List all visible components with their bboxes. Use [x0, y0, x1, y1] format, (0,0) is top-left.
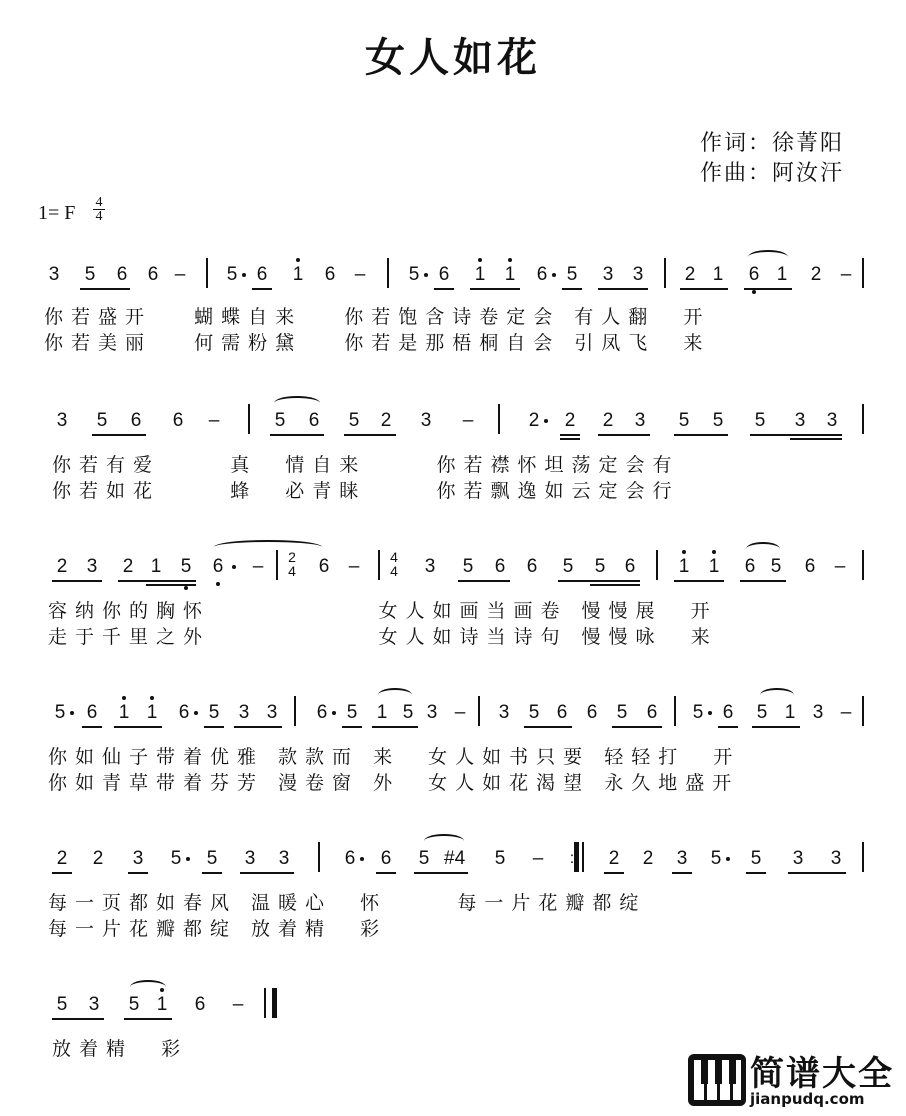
barline: [387, 258, 389, 288]
note: 3: [88, 994, 100, 1015]
note: 5: [756, 702, 768, 723]
beam: [80, 288, 130, 290]
note: 6: [318, 556, 330, 577]
note: 5: [750, 848, 762, 869]
note: 6: [494, 556, 506, 577]
beam: [372, 726, 418, 728]
note: 3: [826, 410, 838, 431]
beam: [590, 584, 640, 586]
note: 3: [794, 410, 806, 431]
lyric-verse-1: 你若盛开 蝴蝶自来 你若饱含诗卷定会 有人翻 开: [44, 306, 711, 328]
note: 5: [226, 264, 238, 285]
note: 1: [474, 264, 486, 285]
tie: [378, 688, 412, 702]
note: 5: [402, 702, 414, 723]
note: 2: [810, 264, 822, 285]
note: 6: [526, 556, 538, 577]
dot: [712, 550, 716, 554]
lyric-verse-1: 容纳你的胸怀 女人如画当画卷 慢慢展 开: [48, 600, 718, 622]
note: 6: [744, 556, 756, 577]
beam: [124, 1018, 172, 1020]
logo-url: jianpudq.com: [750, 1090, 865, 1108]
lyric-verse-1: 你若有爱 真 情自来 你若襟怀坦荡定会有: [52, 454, 680, 476]
note: 6: [324, 264, 336, 285]
note: –: [208, 410, 220, 431]
final-barline: [272, 988, 277, 1018]
dot: [726, 857, 730, 861]
lyric-verse-2: 每一片花瓣都绽 放着精 彩: [48, 918, 388, 940]
note: –: [174, 264, 186, 285]
dot: [122, 696, 126, 700]
beam: [128, 872, 148, 874]
beam: [598, 434, 650, 436]
beam: [744, 288, 792, 290]
note: 3: [48, 264, 60, 285]
dot: [708, 711, 712, 715]
tie: [746, 542, 780, 556]
beam: [674, 580, 724, 582]
beam: [718, 726, 738, 728]
note: 3: [676, 848, 688, 869]
note: 6: [116, 264, 128, 285]
note: 3: [56, 410, 68, 431]
time-signature-top: 4: [95, 195, 103, 210]
composer-credit: 作曲：阿汝汗: [700, 161, 845, 186]
time-signature: [93, 196, 105, 223]
beam: [52, 1018, 104, 1020]
note: 1: [776, 264, 788, 285]
barline: [498, 404, 500, 434]
tie: [424, 834, 464, 848]
note: 6: [344, 848, 356, 869]
note: 6: [256, 264, 268, 285]
beam: [562, 288, 582, 290]
note: 2: [564, 410, 576, 431]
barline: [318, 842, 320, 872]
note: 5: [594, 556, 606, 577]
dot: [160, 988, 164, 992]
dot: [544, 419, 548, 423]
note: 6: [130, 410, 142, 431]
note: 1: [708, 556, 720, 577]
beam: [376, 872, 396, 874]
note: 3: [244, 848, 256, 869]
note: 5: [96, 410, 108, 431]
beam: [52, 872, 72, 874]
beam: [746, 872, 766, 874]
note: 6: [804, 556, 816, 577]
barline: [862, 404, 864, 434]
dot: [552, 273, 556, 277]
note: 5: [170, 848, 182, 869]
beam: [252, 288, 272, 290]
beam: [750, 434, 842, 436]
note: 3: [424, 556, 436, 577]
barline: [206, 258, 208, 288]
note: 2: [642, 848, 654, 869]
note: 2: [92, 848, 104, 869]
beam: [790, 438, 842, 440]
note: –: [454, 702, 466, 723]
note: 6: [308, 410, 320, 431]
note: 2: [684, 264, 696, 285]
note: –: [354, 264, 366, 285]
barline: [248, 404, 250, 434]
note: 5: [712, 410, 724, 431]
note: 5: [562, 556, 574, 577]
note: 5: [462, 556, 474, 577]
lyric-verse-2: 你若如花 蜂 必青睐 你若飘逸如云定会行: [52, 480, 680, 502]
note: 2: [56, 848, 68, 869]
note: –: [840, 264, 852, 285]
tie: [274, 396, 320, 410]
beam: [52, 580, 102, 582]
beam: [752, 726, 800, 728]
time-change-2-4: 2 4: [288, 549, 296, 579]
lyric-verse-1: 每一页都如春风 温暖心 怀 每一片花瓣都绽: [48, 892, 647, 914]
note: –: [252, 556, 264, 577]
lyric-verse-2: 走于千里之外 女人如诗当诗句 慢慢咏 来: [48, 626, 718, 648]
beam: [612, 726, 662, 728]
barline: [582, 842, 584, 872]
song-title: 女人如花: [365, 34, 541, 81]
dot: [242, 273, 246, 277]
note: 2: [122, 556, 134, 577]
note: 5: [710, 848, 722, 869]
barline: [264, 988, 266, 1018]
note: 3: [420, 410, 432, 431]
note: 3: [602, 264, 614, 285]
note: 2: [528, 410, 540, 431]
note: 6: [624, 556, 636, 577]
beam: [240, 872, 294, 874]
note: 5: [692, 702, 704, 723]
note: 3: [634, 410, 646, 431]
beam: [674, 434, 728, 436]
dot: [332, 711, 336, 715]
dot: [70, 711, 74, 715]
note: 6: [556, 702, 568, 723]
barline: [378, 550, 380, 580]
dot: [296, 258, 300, 262]
note: 5: [180, 556, 192, 577]
note: 6: [178, 702, 190, 723]
note: 5: [348, 410, 360, 431]
barline: [656, 550, 658, 580]
beam: [604, 872, 624, 874]
note: 1: [292, 264, 304, 285]
dot: [508, 258, 512, 262]
beam: [740, 580, 786, 582]
time-change-4-4: 4 4: [390, 549, 398, 579]
note: 3: [132, 848, 144, 869]
dot: [232, 565, 236, 569]
note: 1: [156, 994, 168, 1015]
note: 3: [792, 848, 804, 869]
note: 3: [86, 556, 98, 577]
dot: [184, 586, 188, 590]
note: 5: [418, 848, 430, 869]
dot: [216, 582, 220, 586]
note: 5: [754, 410, 766, 431]
barline: [674, 696, 676, 726]
lyric-verse-2: 你若美丽 何需粉黛 你若是那梧桐自会 引凤飞 来: [44, 332, 711, 354]
beam: [598, 288, 648, 290]
note: –: [232, 994, 244, 1015]
note: 6: [172, 410, 184, 431]
beam: [680, 288, 728, 290]
note: 6: [438, 264, 450, 285]
note: 1: [118, 702, 130, 723]
note: 5: [770, 556, 782, 577]
note: 6: [722, 702, 734, 723]
note: 6: [147, 264, 159, 285]
dot: [682, 550, 686, 554]
dot: [478, 258, 482, 262]
beam: [672, 872, 692, 874]
dot: [150, 696, 154, 700]
dot: [424, 273, 428, 277]
note: 1: [146, 702, 158, 723]
note: 6: [212, 556, 224, 577]
note: 5: [274, 410, 286, 431]
beam: [114, 726, 162, 728]
note: 5: [56, 994, 68, 1015]
dot: [360, 857, 364, 861]
beam: [434, 288, 454, 290]
lyric-verse-1: 放着精 彩: [52, 1038, 189, 1060]
note: 3: [830, 848, 842, 869]
piano-keys-logo-icon: [688, 1050, 748, 1110]
note: 6: [646, 702, 658, 723]
beam: [270, 434, 324, 436]
beam: [202, 872, 222, 874]
beam: [344, 434, 396, 436]
note: 6: [380, 848, 392, 869]
beam: [414, 872, 468, 874]
note: 3: [266, 702, 278, 723]
note: 1: [150, 556, 162, 577]
note: 2: [380, 410, 392, 431]
note: 5: [54, 702, 66, 723]
note: 5: [208, 702, 220, 723]
note: 5: [206, 848, 218, 869]
time-signature-bottom: 4: [95, 209, 103, 224]
lyric-verse-1: 你如仙子带着优雅 款款而 来 女人如书只要 轻轻打 开: [48, 746, 741, 768]
key-signature: 1= F: [38, 202, 76, 224]
note: 5: [408, 264, 420, 285]
dot: [194, 711, 198, 715]
note: –: [532, 848, 544, 869]
note: 5: [528, 702, 540, 723]
beam: [82, 726, 102, 728]
note: –: [462, 410, 474, 431]
beam: [204, 726, 224, 728]
lyricist-credit: 作词：徐菁阳: [700, 131, 845, 156]
note: 2: [602, 410, 614, 431]
note: 6: [86, 702, 98, 723]
tie: [760, 688, 794, 702]
note: 6: [194, 994, 206, 1015]
note: #4: [444, 848, 466, 869]
beam: [560, 434, 580, 436]
barline: [294, 696, 296, 726]
barline: [276, 550, 278, 580]
barline: [862, 842, 864, 872]
beam: [92, 434, 146, 436]
note: 1: [712, 264, 724, 285]
note: –: [834, 556, 846, 577]
note: 3: [812, 702, 824, 723]
tie: [214, 540, 322, 554]
beam: [560, 438, 580, 440]
barline: [478, 696, 480, 726]
note: 2: [56, 556, 68, 577]
note: 5: [616, 702, 628, 723]
barline: [862, 550, 864, 580]
tie: [748, 250, 788, 264]
barline: [862, 258, 864, 288]
note: 1: [678, 556, 690, 577]
note: –: [840, 702, 852, 723]
note: 3: [238, 702, 250, 723]
note: 6: [748, 264, 760, 285]
barline: [664, 258, 666, 288]
note: 1: [376, 702, 388, 723]
beam: [342, 726, 362, 728]
note: 3: [426, 702, 438, 723]
dot: [752, 290, 756, 294]
note: 1: [784, 702, 796, 723]
note: 3: [632, 264, 644, 285]
note: –: [348, 556, 360, 577]
repeat-sign: :: [569, 850, 575, 867]
note: 5: [494, 848, 506, 869]
beam: [470, 288, 520, 290]
note: 5: [128, 994, 140, 1015]
beam: [118, 580, 196, 582]
repeat-barline: [574, 842, 579, 872]
note: 5: [566, 264, 578, 285]
barline: [862, 696, 864, 726]
note: 3: [498, 702, 510, 723]
note: 3: [278, 848, 290, 869]
note: 2: [608, 848, 620, 869]
note: 6: [316, 702, 328, 723]
beam: [558, 580, 640, 582]
note: 1: [504, 264, 516, 285]
beam: [234, 726, 282, 728]
note: 5: [84, 264, 96, 285]
beam: [458, 580, 510, 582]
note: 5: [346, 702, 358, 723]
note: 6: [586, 702, 598, 723]
dot: [186, 857, 190, 861]
note: 6: [536, 264, 548, 285]
logo-text: 简谱大全: [750, 1054, 894, 1094]
beam: [524, 726, 572, 728]
beam: [146, 584, 196, 586]
note: 5: [678, 410, 690, 431]
beam: [788, 872, 846, 874]
lyric-verse-2: 你如青草带着芬芳 漫卷窗 外 女人如花渴望 永久地盛开: [48, 772, 740, 794]
